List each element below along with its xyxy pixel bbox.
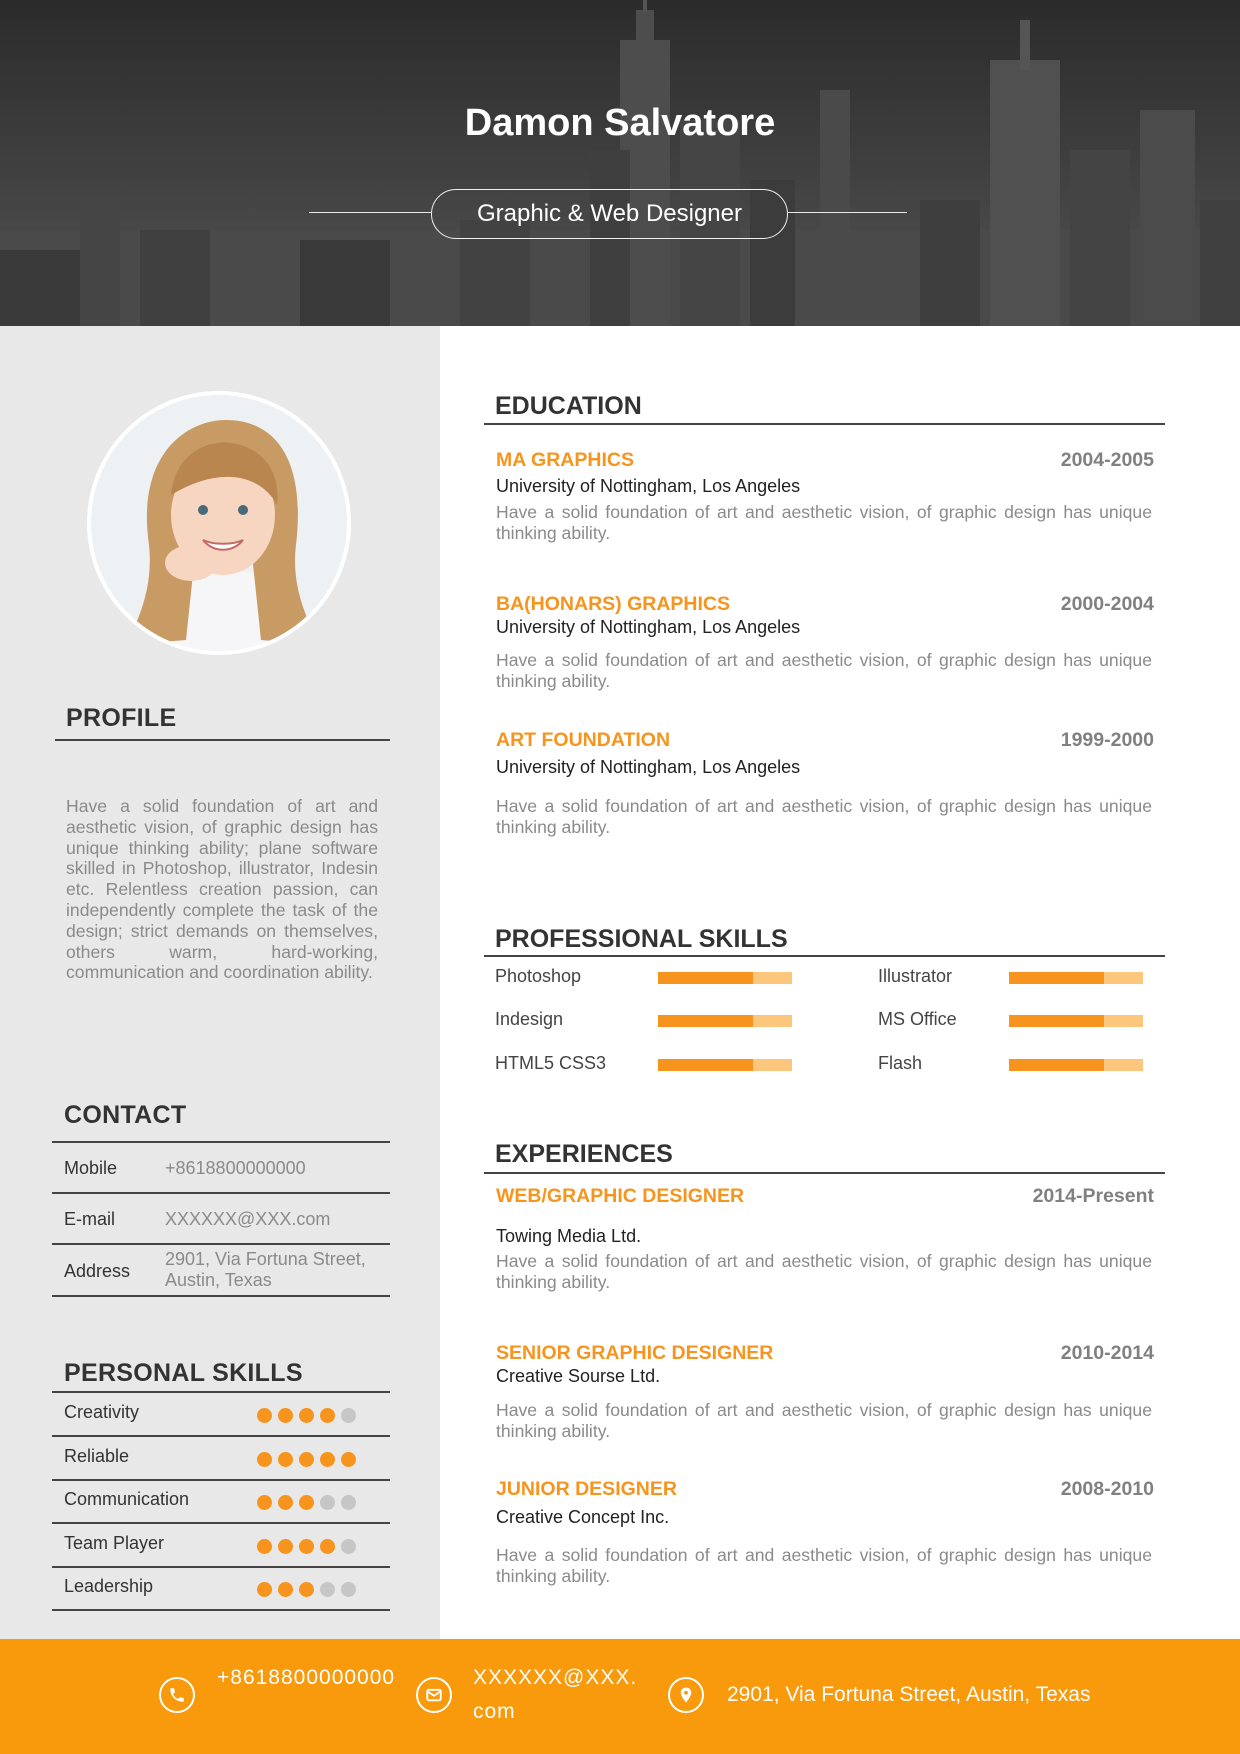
contact-value-email: XXXXXX@XXX.com: [165, 1209, 331, 1229]
experience-role: WEB/GRAPHIC DESIGNER: [496, 1185, 745, 1207]
rating-dot-empty: [320, 1582, 335, 1597]
rating-dot-filled: [257, 1582, 272, 1597]
education-description: Have a solid foundation of art and aesthetic vision, of graphic design has unique thinking ability.: [496, 796, 1152, 837]
skill-level-fill: [1009, 972, 1104, 984]
professional-skill-label: HTML5 CSS3: [495, 1053, 607, 1073]
rating-dot-filled: [341, 1452, 356, 1467]
skill-rating: [257, 1408, 356, 1423]
phone-icon: [159, 1677, 195, 1713]
contact-row-email: [52, 1194, 390, 1245]
education-description: Have a solid foundation of art and aesthetic vision, of graphic design has unique thinking ability.: [496, 502, 1152, 543]
contact-value-mobile: +8618800000000: [165, 1158, 306, 1178]
education-description: Have a solid foundation of art and aesthetic vision, of graphic design has unique thinking ability.: [496, 650, 1152, 691]
footer-contact-bar: [0, 1639, 1240, 1754]
profile-heading: PROFILE: [66, 704, 177, 732]
footer-address: 2901, Via Fortuna Street, Austin, Texas: [727, 1683, 1091, 1706]
education-degree: MA GRAPHICS: [496, 449, 634, 471]
professional-skills-heading: PROFESSIONAL SKILLS: [495, 925, 788, 953]
personal-skill-label: Reliable: [64, 1446, 130, 1466]
education-school: University of Nottingham, Los Angeles: [496, 476, 801, 496]
education-school: University of Nottingham, Los Angeles: [496, 617, 801, 637]
experience-description: Have a solid foundation of art and aesthetic vision, of graphic design has unique thinking ability.: [496, 1400, 1152, 1441]
contact-heading: CONTACT: [64, 1101, 187, 1129]
skill-level-bar: [658, 1015, 792, 1027]
email-icon: [416, 1677, 452, 1713]
rating-dot-filled: [278, 1539, 293, 1554]
rating-dot-filled: [257, 1452, 272, 1467]
skill-rating: [257, 1452, 356, 1467]
experiences-heading: EXPERIENCES: [495, 1140, 673, 1168]
candidate-name: Damon Salvatore: [464, 102, 776, 144]
professional-skills-heading-rule: [484, 955, 1165, 957]
title-divider-left: [309, 212, 431, 213]
skill-rating: [257, 1495, 356, 1510]
experience-description: Have a solid foundation of art and aesthetic vision, of graphic design has unique thinking ability.: [496, 1251, 1152, 1292]
personal-skills-heading: PERSONAL SKILLS: [64, 1359, 303, 1387]
skill-level-bar: [1009, 1015, 1143, 1027]
profile-photo: [87, 391, 351, 655]
skill-rating: [257, 1582, 356, 1597]
education-date: 2004-2005: [1060, 449, 1154, 471]
personal-skill-label: Leadership: [64, 1576, 154, 1596]
personal-skill-label: Communication: [64, 1489, 190, 1509]
experience-description: Have a solid foundation of art and aesthetic vision, of graphic design has unique thinking ability.: [496, 1545, 1152, 1586]
personal-skill-label: Creativity: [64, 1402, 140, 1422]
contact-label: E-mail: [64, 1209, 116, 1229]
professional-skill-label: Flash: [878, 1053, 923, 1073]
rating-dot-filled: [320, 1408, 335, 1423]
contact-label: Mobile: [64, 1158, 118, 1178]
education-school: University of Nottingham, Los Angeles: [496, 757, 801, 777]
skill-level-fill: [658, 1059, 753, 1071]
avatar-illustration: [91, 395, 351, 655]
skill-level-bar: [1009, 1059, 1143, 1071]
rating-dot-filled: [320, 1452, 335, 1467]
experience-role: JUNIOR DESIGNER: [496, 1478, 677, 1500]
education-degree: ART FOUNDATION: [496, 729, 671, 751]
experience-date: 2010-2014: [1060, 1342, 1154, 1364]
experience-company: Creative Sourse Ltd.: [496, 1366, 661, 1386]
education-date: 2000-2004: [1060, 593, 1154, 615]
experience-date: 2008-2010: [1060, 1478, 1154, 1500]
contact-row-address: [52, 1245, 390, 1297]
experience-role: SENIOR GRAPHIC DESIGNER: [496, 1342, 774, 1364]
rating-dot-filled: [278, 1582, 293, 1597]
skill-level-fill: [658, 972, 753, 984]
skill-level-fill: [658, 1015, 753, 1027]
skill-rating: [257, 1539, 356, 1554]
sidebar: [0, 326, 440, 1639]
rating-dot-filled: [257, 1495, 272, 1510]
experience-company: Towing Media Ltd.: [496, 1226, 642, 1246]
rating-dot-filled: [278, 1452, 293, 1467]
footer-phone: +8618800000000: [217, 1666, 396, 1689]
header-banner: [0, 0, 1240, 326]
personal-skill-row: [52, 1480, 390, 1524]
professional-skill-label: MS Office: [878, 1009, 957, 1029]
professional-skill-label: Illustrator: [878, 966, 953, 986]
profile-summary: Have a solid foundation of art and aesthetic vision, of graphic design has unique thinking ability; plane software skilled in Photoshop, illustrator, Indesin etc. Relentless creation passion, can independently complete the task of the design; strict demands on themselves, others warm, hard-working, communication and coordination ability.: [66, 796, 378, 983]
location-pin-icon: [668, 1677, 704, 1713]
rating-dot-filled: [299, 1582, 314, 1597]
rating-dot-filled: [257, 1408, 272, 1423]
rating-dot-empty: [320, 1495, 335, 1510]
rating-dot-filled: [257, 1539, 272, 1554]
experiences-heading-rule: [484, 1172, 1165, 1174]
contact-value-address: 2901, Via Fortuna Street, Austin, Texas: [165, 1249, 366, 1290]
rating-dot-filled: [299, 1539, 314, 1554]
skill-level-bar: [658, 1059, 792, 1071]
experience-date: 2014-Present: [1032, 1185, 1154, 1207]
skill-level-bar: [658, 972, 792, 984]
personal-skill-label: Team Player: [64, 1533, 165, 1553]
education-degree: BA(HONARS) GRAPHICS: [496, 593, 730, 615]
professional-skill-label: Photoshop: [495, 966, 582, 986]
rating-dot-filled: [278, 1408, 293, 1423]
personal-skill-row: [52, 1567, 390, 1611]
personal-skill-row: [52, 1524, 390, 1568]
city-skyline-background: [0, 0, 1240, 326]
skill-level-fill: [1009, 1059, 1104, 1071]
skill-level-bar: [1009, 972, 1143, 984]
footer-email: XXXXXX@XXX.com: [473, 1666, 638, 1723]
profile-heading-rule: [55, 739, 390, 741]
rating-dot-filled: [320, 1539, 335, 1554]
rating-dot-empty: [341, 1539, 356, 1554]
rating-dot-filled: [278, 1495, 293, 1510]
rating-dot-empty: [341, 1582, 356, 1597]
contact-row-mobile: [52, 1143, 390, 1194]
rating-dot-empty: [341, 1495, 356, 1510]
education-heading-rule: [484, 423, 1165, 425]
title-divider-right: [788, 212, 907, 213]
skill-level-fill: [1009, 1015, 1104, 1027]
experience-company: Creative Concept Inc.: [496, 1507, 670, 1527]
education-date: 1999-2000: [1060, 729, 1154, 751]
rating-dot-empty: [341, 1408, 356, 1423]
rating-dot-filled: [299, 1408, 314, 1423]
personal-skill-row: [52, 1437, 390, 1481]
job-title: Graphic & Web Designer: [431, 189, 788, 239]
rating-dot-filled: [299, 1495, 314, 1510]
education-heading: EDUCATION: [495, 392, 642, 420]
rating-dot-filled: [299, 1452, 314, 1467]
contact-label: Address: [64, 1261, 131, 1281]
professional-skill-label: Indesign: [495, 1009, 564, 1029]
personal-skill-row: [52, 1393, 390, 1437]
